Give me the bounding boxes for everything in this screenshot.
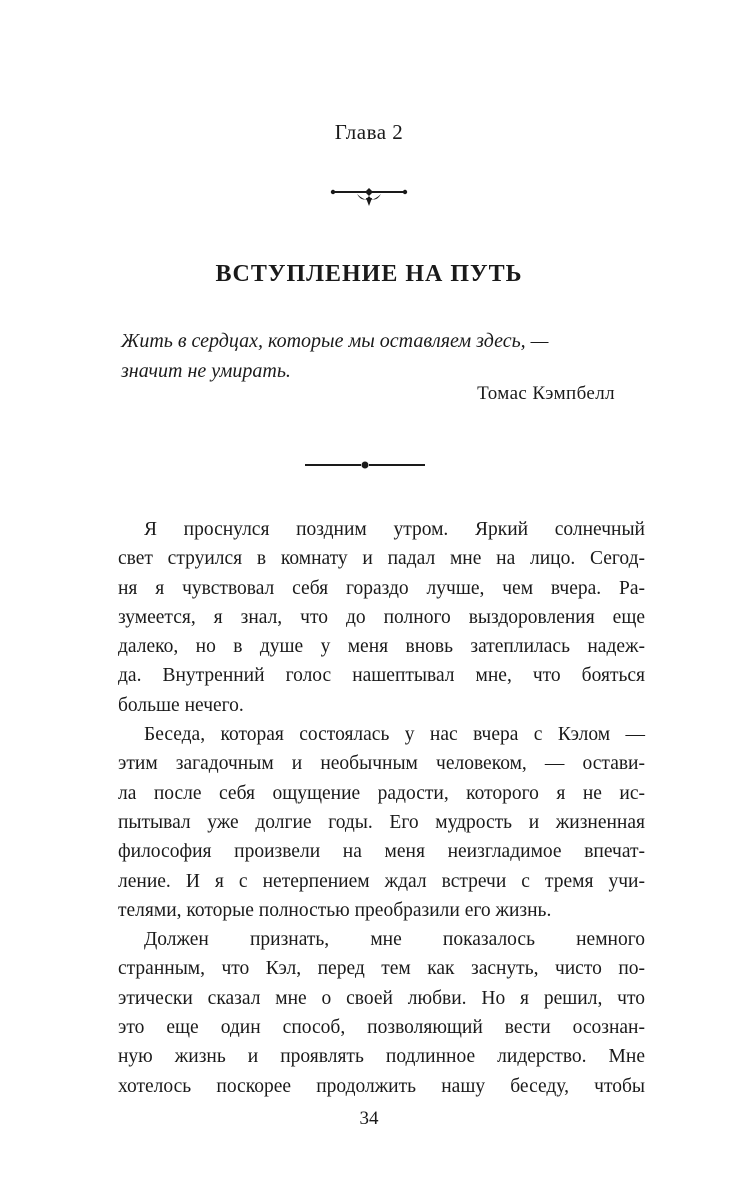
- text-line: да. Внутренний голос нашептывал мне, что бояться: [118, 665, 645, 687]
- text-line: ление. И я с нетерпением ждал встречи с тремя учи-: [118, 870, 645, 892]
- section-divider-icon: [305, 458, 425, 472]
- chapter-label: Глава 2: [334, 120, 404, 144]
- text-line: это еще один способ, позволяющий вести осознан-: [118, 1017, 645, 1039]
- text-line: ла после себя ощущение радости, которого я не ис-: [118, 782, 645, 804]
- text-line: Должен признать, мне показалось немного: [144, 929, 645, 951]
- text-line: пытывал уже долгие годы. Его мудрость и жизненная: [118, 811, 645, 833]
- text-line: этим загадочным и необычным человеком, — остави-: [118, 753, 645, 775]
- epigraph-line: значит не умирать.: [121, 360, 291, 382]
- page-number: 34: [359, 1108, 379, 1129]
- text-line: странным, что Кэл, перед тем как заснуть, чисто по-: [118, 958, 645, 980]
- text-line: больше нечего.: [118, 694, 244, 716]
- ornament-divider-icon: [329, 184, 409, 210]
- text-line: Беседа, которая состоялась у нас вчера с Кэлом —: [144, 724, 645, 746]
- epigraph-author: Томас Кэмпбелл: [477, 383, 615, 404]
- epigraph-line: Жить в сердцах, которые мы оставляем здесь, —: [121, 330, 549, 352]
- text-line: Я проснулся поздним утром. Яркий солнечный: [144, 519, 645, 540]
- epigraph: [121, 326, 621, 386]
- chapter-title: ВСТУПЛЕНИЕ НА ПУТЬ: [215, 261, 523, 287]
- text-line: ня я чувствовал себя гораздо лучше, чем вчера. Ра-: [118, 577, 645, 599]
- text-line: философия произвели на меня неизгладимое впечат-: [118, 841, 645, 863]
- text-line: зумеется, я знал, что до полного выздоровления еще: [118, 606, 645, 628]
- text-line: свет струился в комнату и падал мне на лицо. Сегод-: [118, 548, 645, 570]
- text-line: далеко, но в душе у меня вновь затеплилась надеж-: [118, 636, 645, 658]
- text-line: этически сказал мне о своей любви. Но я решил, что: [118, 987, 645, 1009]
- body-text: [118, 515, 645, 1101]
- text-line: хотелось поскорее продолжить нашу беседу, чтобы: [118, 1075, 645, 1097]
- text-line: ную жизнь и проявлять подлинное лидерство. Мне: [118, 1046, 645, 1068]
- text-line: телями, которые полностью преобразили его жизнь.: [118, 899, 552, 921]
